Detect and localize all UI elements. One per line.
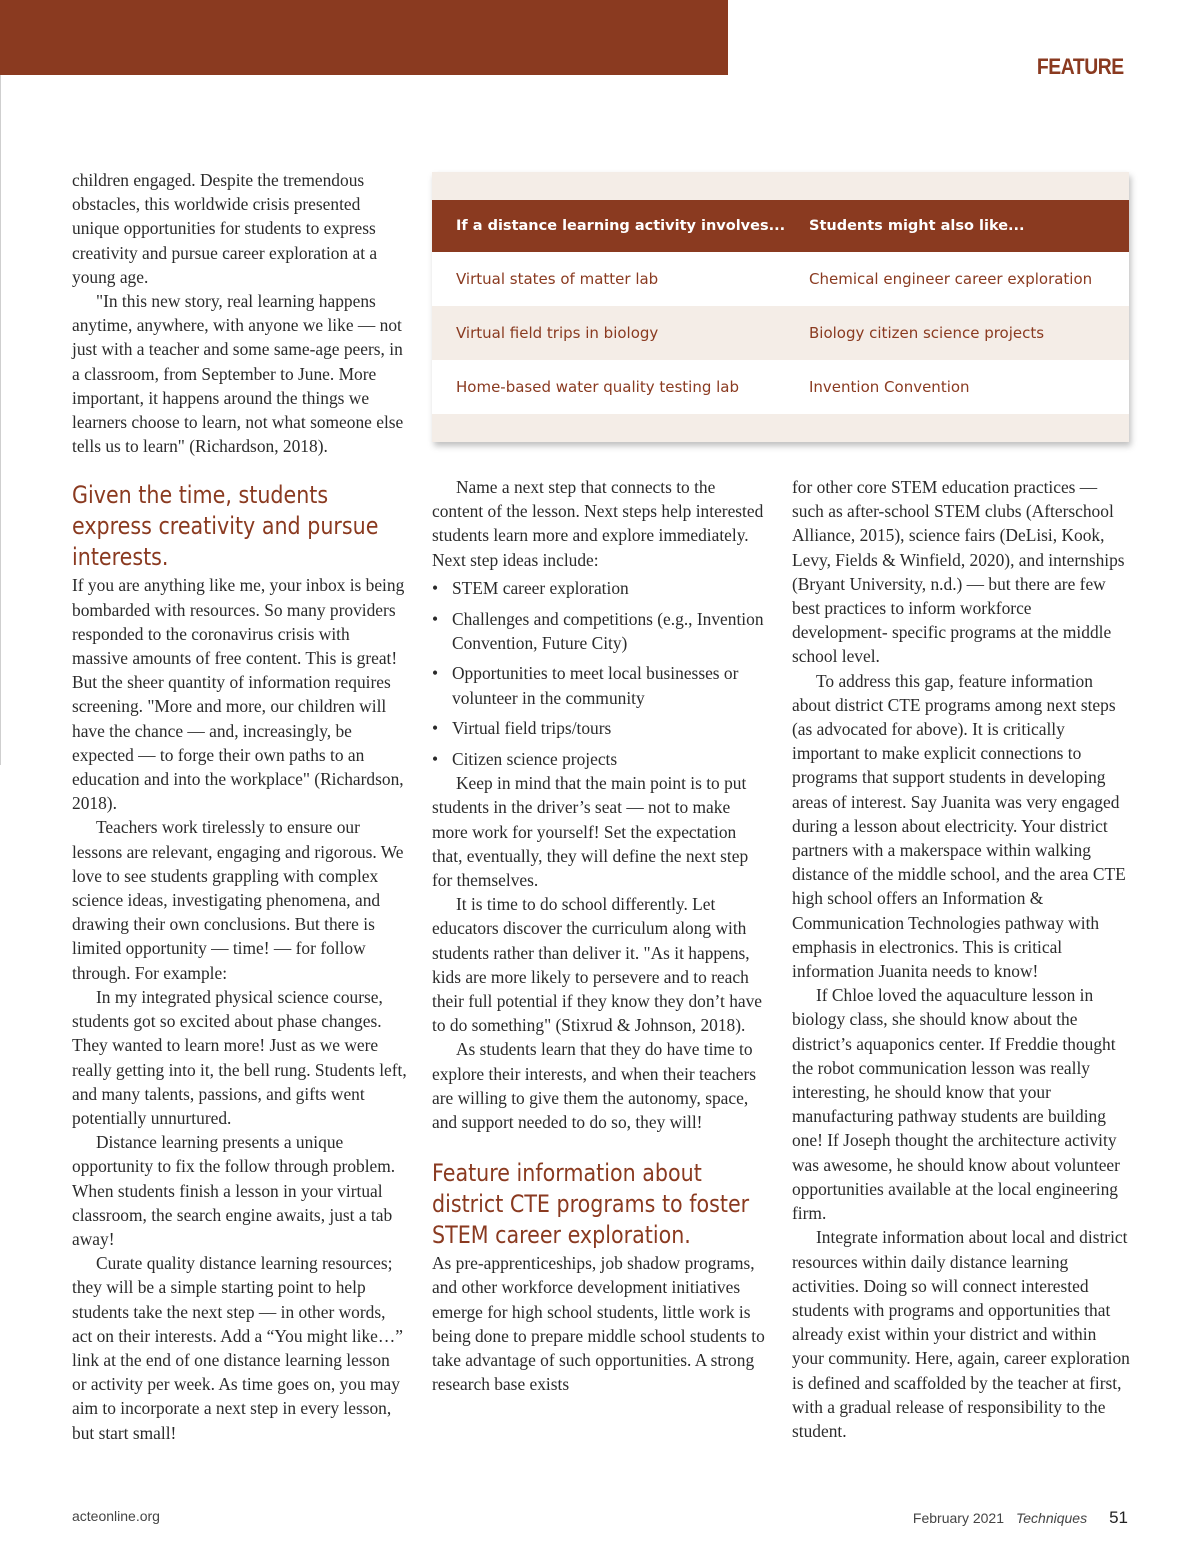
- footer-website: acteonline.org: [72, 1508, 160, 1524]
- paragraph: children engaged. Despite the tremendous obstacles, this worldwide crisis presented unique opportunities for students to express creativity and pursue career exploration at a young age.: [72, 170, 378, 287]
- paragraph: Teachers work tirelessly to ensure our lessons are relevant, engaging and rigorous. We love to see students grappling with complex science ideas, investigating phenomena, and drawing their own conclusions. But there is limited opportunity — time! — for follow through. For example:: [72, 817, 404, 983]
- text-column-3: [792, 475, 1130, 1443]
- page-number: 51: [1109, 1508, 1128, 1527]
- activity-table: [432, 172, 1129, 442]
- table-cell: Biology citizen science projects: [809, 324, 1045, 342]
- table-cell: Home-based water quality testing lab: [456, 378, 739, 396]
- table-cell: Invention Convention: [809, 378, 970, 396]
- table-header-row: [432, 200, 1129, 252]
- paragraph: In my integrated physical science course, students got so excited about phase changes. They wanted to learn more! Just as we were really getting into it, the bell rung. Students left, and many talents, passions, and gifts went potentially unnurtured.: [72, 986, 407, 1128]
- list-item: • Challenges and competitions (e.g., Invention Convention, Future City): [432, 607, 770, 655]
- paragraph: Keep in mind that the main point is to put students in the driver’s seat — not to make more work for yourself! Set the expectation that, eventually, they will define the next step for themselves.: [432, 773, 749, 891]
- list-item: • Opportunities to meet local businesses or volunteer in the community: [432, 661, 770, 709]
- paragraph: Curate quality distance learning resources; they will be a simple starting point to help students take the next step — in other words, act on their interests. Add a “You might like…” link at the end of one distance learning lesson or activity per week. As time goes on, you may aim to incorporate a next step in every lesson, but start small!: [72, 1253, 404, 1443]
- table-header-cell: If a distance learning activity involves...: [456, 218, 786, 234]
- section-heading: Given the time, students express creativity and pursue interests.: [72, 481, 379, 572]
- table-cell: Chemical engineer career exploration: [809, 270, 1093, 288]
- text-column-1: [72, 168, 408, 1445]
- next-step-list: [432, 576, 770, 771]
- left-margin-rule: [0, 75, 1, 765]
- footer-info: [913, 1508, 1128, 1528]
- table-cell: Virtual states of matter lab: [456, 270, 659, 288]
- table-cell: Virtual field trips in biology: [456, 324, 659, 342]
- paragraph: As pre-apprenticeships, job shadow programs, and other workforce development initiatives emerge for high school students, little work is being done to prepare middle school students to take advantage of such opportunities. A strong research base exists: [432, 1253, 765, 1395]
- table-row: [432, 252, 1129, 306]
- table-row: [432, 360, 1129, 414]
- paragraph: Integrate information about local and district resources within daily distance learning activities. Doing so will connect interested students with programs and opportunities that already exist within your district and within your community. Here, again, career exploration is defined and scaffolded by the teacher at first, with a gradual release of responsibility to the student.: [792, 1227, 1130, 1441]
- section-heading: Feature information about district CTE programs to foster STEM career exploration.: [432, 1159, 750, 1250]
- paragraph: To address this gap, feature information about district CTE programs among next steps (as advocated for above). It is critically important to make explicit connections to programs that support students in developing areas of interest. Say Juanita was very engaged during a lesson about electricity. Your district partners with a makerspace within walking distance of the middle school, and the area CTE high school offers an Information & Communication Technologies pathway with emphasis in electronics. This is critical information Juanita needs to know!: [792, 670, 1126, 982]
- header-color-bar: [0, 0, 728, 75]
- table-row: [432, 306, 1129, 360]
- paragraph: If Chloe loved the aquaculture lesson in biology class, she should know about the district’s aquaponics center. If Freddie thought the robot communication lesson was really interesting, he should know that your manufacturing pathway students are building one! If Joseph thought the architecture activity was awesome, he should know about volunteer opportunities available at the local engineering firm.: [792, 985, 1120, 1224]
- paragraph: Name a next step that connects to the content of the lesson. Next steps help interested students learn more and explore immediately. Next step ideas include:: [432, 477, 764, 570]
- section-label: FEATURE: [1037, 54, 1124, 79]
- list-item: • Virtual field trips/tours: [432, 716, 770, 740]
- table-header-cell: Students might also like...: [809, 218, 1025, 234]
- paragraph: "In this new story, real learning happens anytime, anywhere, with anyone we like — not just with a teacher and some same-age peers, in a classroom, from September to June. More important, it happens around the things we learners choose to learn, not what someone else tells us to learn" (Richardson, 2018).: [72, 291, 404, 457]
- list-item: • STEM career exploration: [432, 576, 770, 600]
- paragraph: Distance learning presents a unique opportunity to fix the follow through problem. When students finish a lesson in your virtual classroom, the search engine awaits, just a tab away!: [72, 1132, 396, 1249]
- paragraph: for other core STEM education practices — such as after-school STEM clubs (Afterschool Alliance, 2015), science fairs (DeLisi, Kook, Levy, Fields & Winfield, 2020), and internships (Bryant University, n.d.) — but there are few best practices to inform workforce development- specific programs at the middle school level.: [792, 477, 1125, 667]
- footer-date: February 2021: [912, 1510, 1004, 1526]
- paragraph: If you are anything like me, your inbox is being bombarded with resources. So many providers responded to the coronavirus crisis with massive amounts of free content. This is great! But the sheer quantity of information requires screening. "More and more, our children will have the chance — and, increasingly, be expected — to forge their own paths to an education and into the workplace" (Richardson, 2018).: [72, 575, 405, 814]
- footer-magazine: Techniques: [1015, 1510, 1088, 1526]
- list-item: • Citizen science projects: [432, 747, 770, 771]
- paragraph: As students learn that they do have time to explore their interests, and when their teachers are willing to give them the autonomy, space, and support needed to do so, they will!: [432, 1039, 757, 1133]
- text-column-2: [432, 475, 770, 1397]
- paragraph: It is time to do school differently. Let educators discover the curriculum along with students rather than deliver it. "As it happens, kids are more likely to persevere and to reach their full potential if they know they don’t have to do something" (Stixrud & Johnson, 2018).: [432, 894, 763, 1036]
